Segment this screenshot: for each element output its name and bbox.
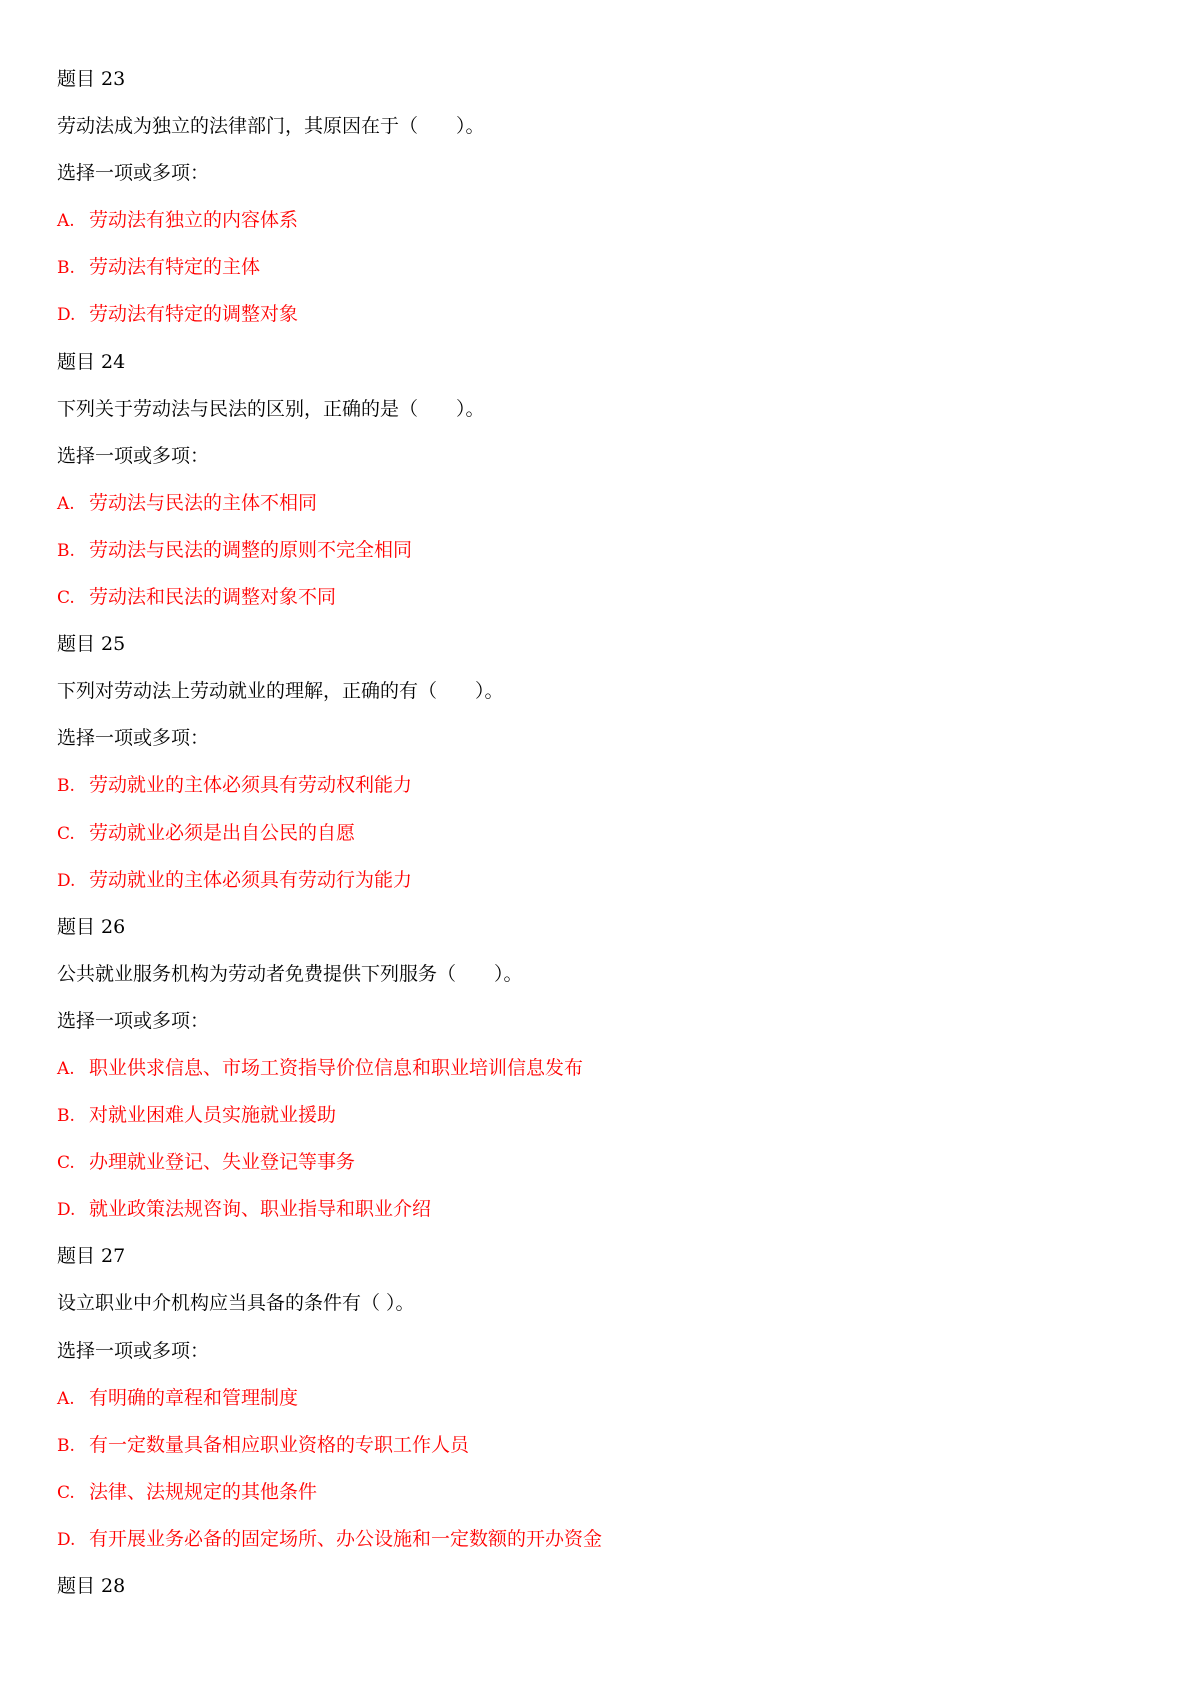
question-stem: 下列对劳动法上劳动就业的理解，正确的有（ ）。 (57, 680, 504, 703)
option-text: 劳动法和民法的调整对象不同 (89, 586, 337, 609)
question-stem: 劳动法成为独立的法律部门，其原因在于（ ）。 (57, 115, 485, 138)
option-letter: D. (57, 305, 76, 326)
question-title: 题目 23 (57, 68, 126, 90)
option-letter: C. (57, 823, 75, 844)
option-letter: D. (57, 1529, 76, 1550)
question-stem: 公共就业服务机构为劳动者免费提供下列服务（ ）。 (57, 962, 523, 985)
option-letter: A. (57, 1058, 75, 1079)
answer-option (57, 1053, 1137, 1100)
option-text: 有明确的章程和管理制度 (89, 1386, 299, 1409)
answer-option (57, 1147, 1137, 1194)
option-letter: C. (57, 1153, 75, 1174)
answer-option (57, 252, 1137, 299)
option-letter: D. (57, 1200, 76, 1221)
option-letter: B. (57, 1435, 75, 1456)
answer-option (57, 1430, 1137, 1477)
answer-option (57, 865, 1137, 912)
option-text: 劳动法有独立的内容体系 (89, 209, 299, 232)
option-text: 劳动法有特定的主体 (89, 256, 261, 279)
option-text: 劳动就业的主体必须具有劳动权利能力 (89, 774, 413, 797)
option-letter: B. (57, 776, 75, 797)
option-letter: B. (57, 258, 75, 279)
question-stem: 下列关于劳动法与民法的区别，正确的是（ ）。 (57, 397, 485, 420)
option-letter: C. (57, 1482, 75, 1503)
answer-option (57, 1383, 1137, 1430)
question-mode-label: 选择一项或多项： (57, 444, 210, 467)
question-mode-label: 选择一项或多项： (57, 1009, 210, 1032)
answer-option (57, 1100, 1137, 1147)
option-letter: A. (57, 1388, 75, 1409)
question-title: 题目 26 (57, 915, 126, 938)
option-text: 职业供求信息、市场工资指导价位信息和职业培训信息发布 (89, 1056, 584, 1079)
answer-option (57, 488, 1137, 535)
option-text: 办理就业登记、失业登记等事务 (89, 1151, 356, 1174)
answer-option (57, 1524, 1137, 1571)
option-letter: B. (57, 1106, 75, 1127)
option-text: 就业政策法规咨询、职业指导和职业介绍 (89, 1198, 432, 1221)
option-letter: A. (57, 493, 75, 514)
option-text: 对就业困难人员实施就业援助 (89, 1104, 337, 1127)
option-letter: B. (57, 540, 75, 561)
option-letter: D. (57, 870, 76, 891)
answer-option (57, 770, 1137, 817)
question-stem: 设立职业中介机构应当具备的条件有（ ）。 (57, 1292, 415, 1315)
question-mode-label: 选择一项或多项： (57, 1339, 210, 1362)
answer-option (57, 818, 1137, 865)
option-text: 法律、法规规定的其他条件 (89, 1480, 318, 1503)
answer-option (57, 1477, 1137, 1524)
option-text: 劳动法与民法的主体不相同 (89, 491, 318, 514)
question-title: 题目 28 (57, 1575, 126, 1597)
answer-option (57, 205, 1137, 252)
question-title: 题目 24 (57, 350, 126, 373)
answer-option (57, 535, 1137, 582)
answer-option (57, 582, 1137, 629)
option-text: 劳动法与民法的调整的原则不完全相同 (89, 538, 413, 561)
answer-option (57, 299, 1137, 346)
option-text: 有开展业务必备的固定场所、办公设施和一定数额的开办资金 (89, 1527, 603, 1550)
question-title: 题目 25 (57, 633, 126, 656)
option-letter: C. (57, 588, 75, 609)
option-text: 有一定数量具备相应职业资格的专职工作人员 (89, 1433, 470, 1456)
answer-option (57, 1194, 1137, 1241)
question-document (57, 64, 1137, 1618)
question-mode-label: 选择一项或多项： (57, 727, 210, 750)
option-text: 劳动就业的主体必须具有劳动行为能力 (89, 868, 413, 891)
option-text: 劳动就业必须是出自公民的自愿 (89, 821, 356, 844)
option-letter: A. (57, 211, 75, 232)
question-title: 题目 27 (57, 1245, 126, 1268)
option-text: 劳动法有特定的调整对象 (89, 303, 299, 326)
question-mode-label: 选择一项或多项： (57, 162, 210, 185)
